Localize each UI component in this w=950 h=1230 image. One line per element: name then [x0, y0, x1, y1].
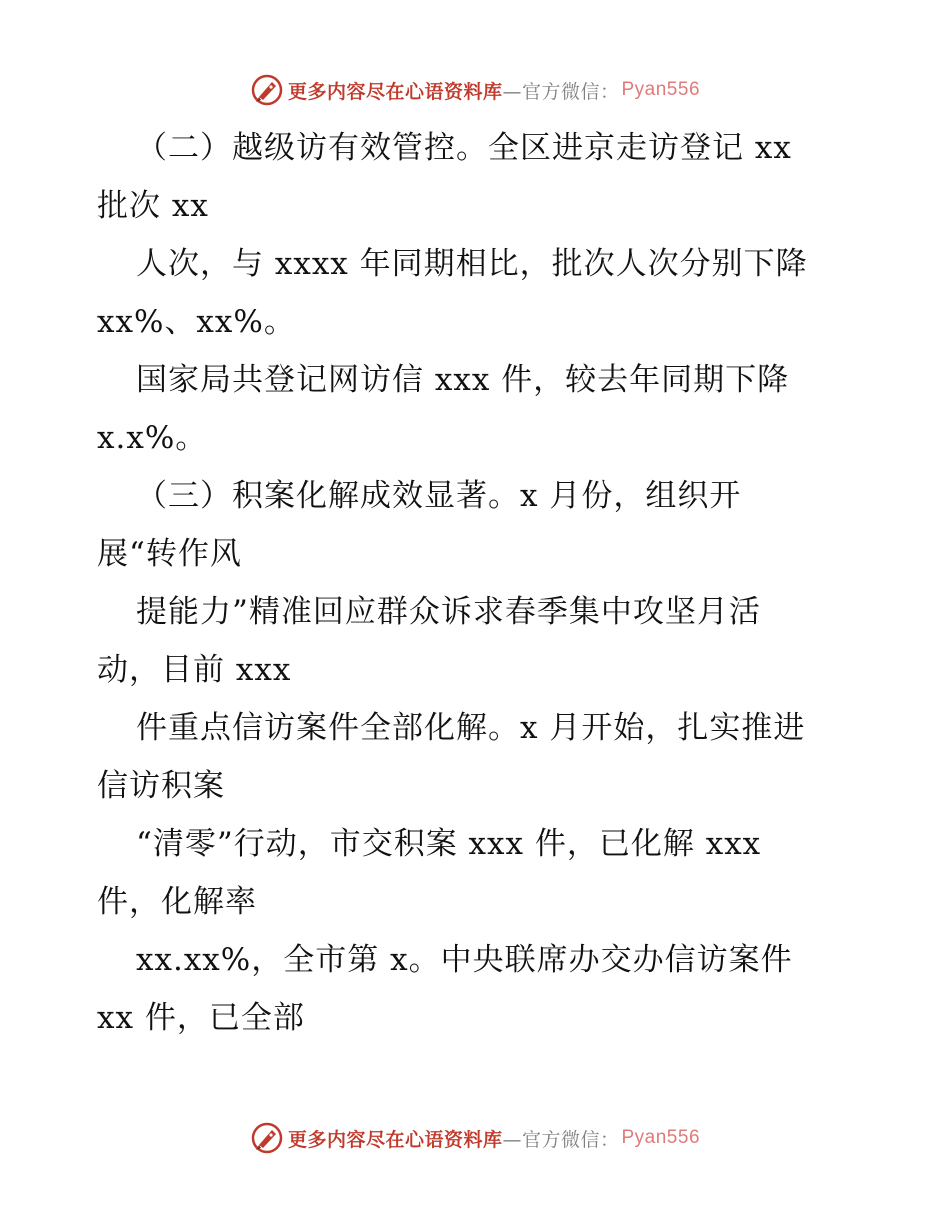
banner-wechat-account: Pyan556 [621, 79, 701, 100]
pen-nib-circle-icon [250, 73, 284, 107]
paragraph-line: 提能力”精准回应群众诉求春季集中攻坚月活 [136, 594, 761, 630]
pen-nib-circle-icon [250, 1121, 284, 1155]
paragraph-line: （二）越级访有效管控。全区进京走访登记 xx [136, 130, 792, 166]
paragraph-line: 件，化解率 [97, 884, 257, 920]
paragraph-line: （三）积案化解成效显著。x 月份，组织开 [136, 478, 742, 514]
paragraph-line: “清零”行动，市交积案 xxx 件，已化解 xxx [136, 826, 762, 862]
paragraph-line: xx 件，已全部 [97, 1000, 305, 1036]
paragraph-line: 件重点信访案件全部化解。x 月开始，扎实推进 [136, 710, 806, 746]
banner-wechat-label: —官方微信： [502, 1128, 620, 1151]
banner-main-text: 更多内容尽在心语资料库 [287, 80, 503, 103]
footer-banner [0, 1118, 950, 1158]
banner-wechat-label: —官方微信： [502, 80, 620, 103]
paragraph-line: 展“转作风 [97, 536, 242, 572]
paragraph-line: x.x%。 [97, 420, 208, 456]
paragraph-line: 国家局共登记网访信 xxx 件，较去年同期下降 [136, 362, 790, 398]
paragraph-line: 批次 xx [97, 188, 209, 224]
banner-main-text: 更多内容尽在心语资料库 [287, 1128, 503, 1151]
paragraph-line: 人次，与 xxxx 年同期相比，批次人次分别下降 [136, 246, 808, 282]
paragraph-line: 动，目前 xxx [97, 652, 292, 688]
paragraph-line: xx%、xx%。 [97, 304, 296, 340]
banner-wechat-account: Pyan556 [621, 1127, 701, 1148]
paragraph-line: xx.xx%，全市第 x。中央联席办交办信访案件 [136, 942, 793, 978]
header-banner [0, 70, 950, 110]
paragraph-line: 信访积案 [97, 768, 225, 804]
